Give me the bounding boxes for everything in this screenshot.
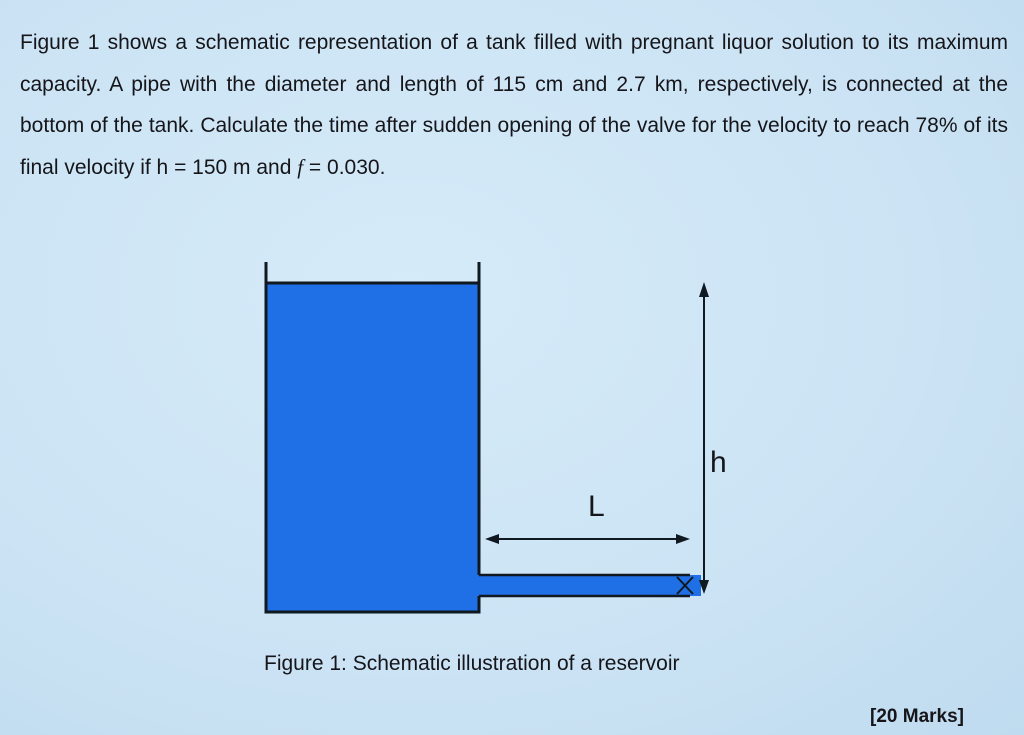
height-arrow-up-icon xyxy=(699,282,709,297)
length-arrow-right-icon xyxy=(676,534,690,544)
friction-factor-symbol: f xyxy=(297,154,304,179)
tank-liquid xyxy=(266,283,479,612)
marks-label: [20 Marks] xyxy=(870,706,964,727)
height-label: h xyxy=(710,446,727,479)
length-label: L xyxy=(588,490,605,523)
problem-text: Figure 1 shows a schematic representation of a tank filled with pregnant liquor solution to its maximum capacity. A pipe with the diameter and length of 115 cm and 2.7 km, respectively, is connected at the bottom of the tank. Calculate the time after sudden opening of the valve for the velocity to reach 78% of its final velocity if h = 150 m and xyxy=(20,31,1008,179)
friction-factor-value: = 0.030. xyxy=(303,155,386,179)
figure-caption: Figure 1: Schematic illustration of a reservoir xyxy=(264,652,680,675)
pipe xyxy=(479,575,701,596)
length-arrow-left-icon xyxy=(485,534,499,544)
